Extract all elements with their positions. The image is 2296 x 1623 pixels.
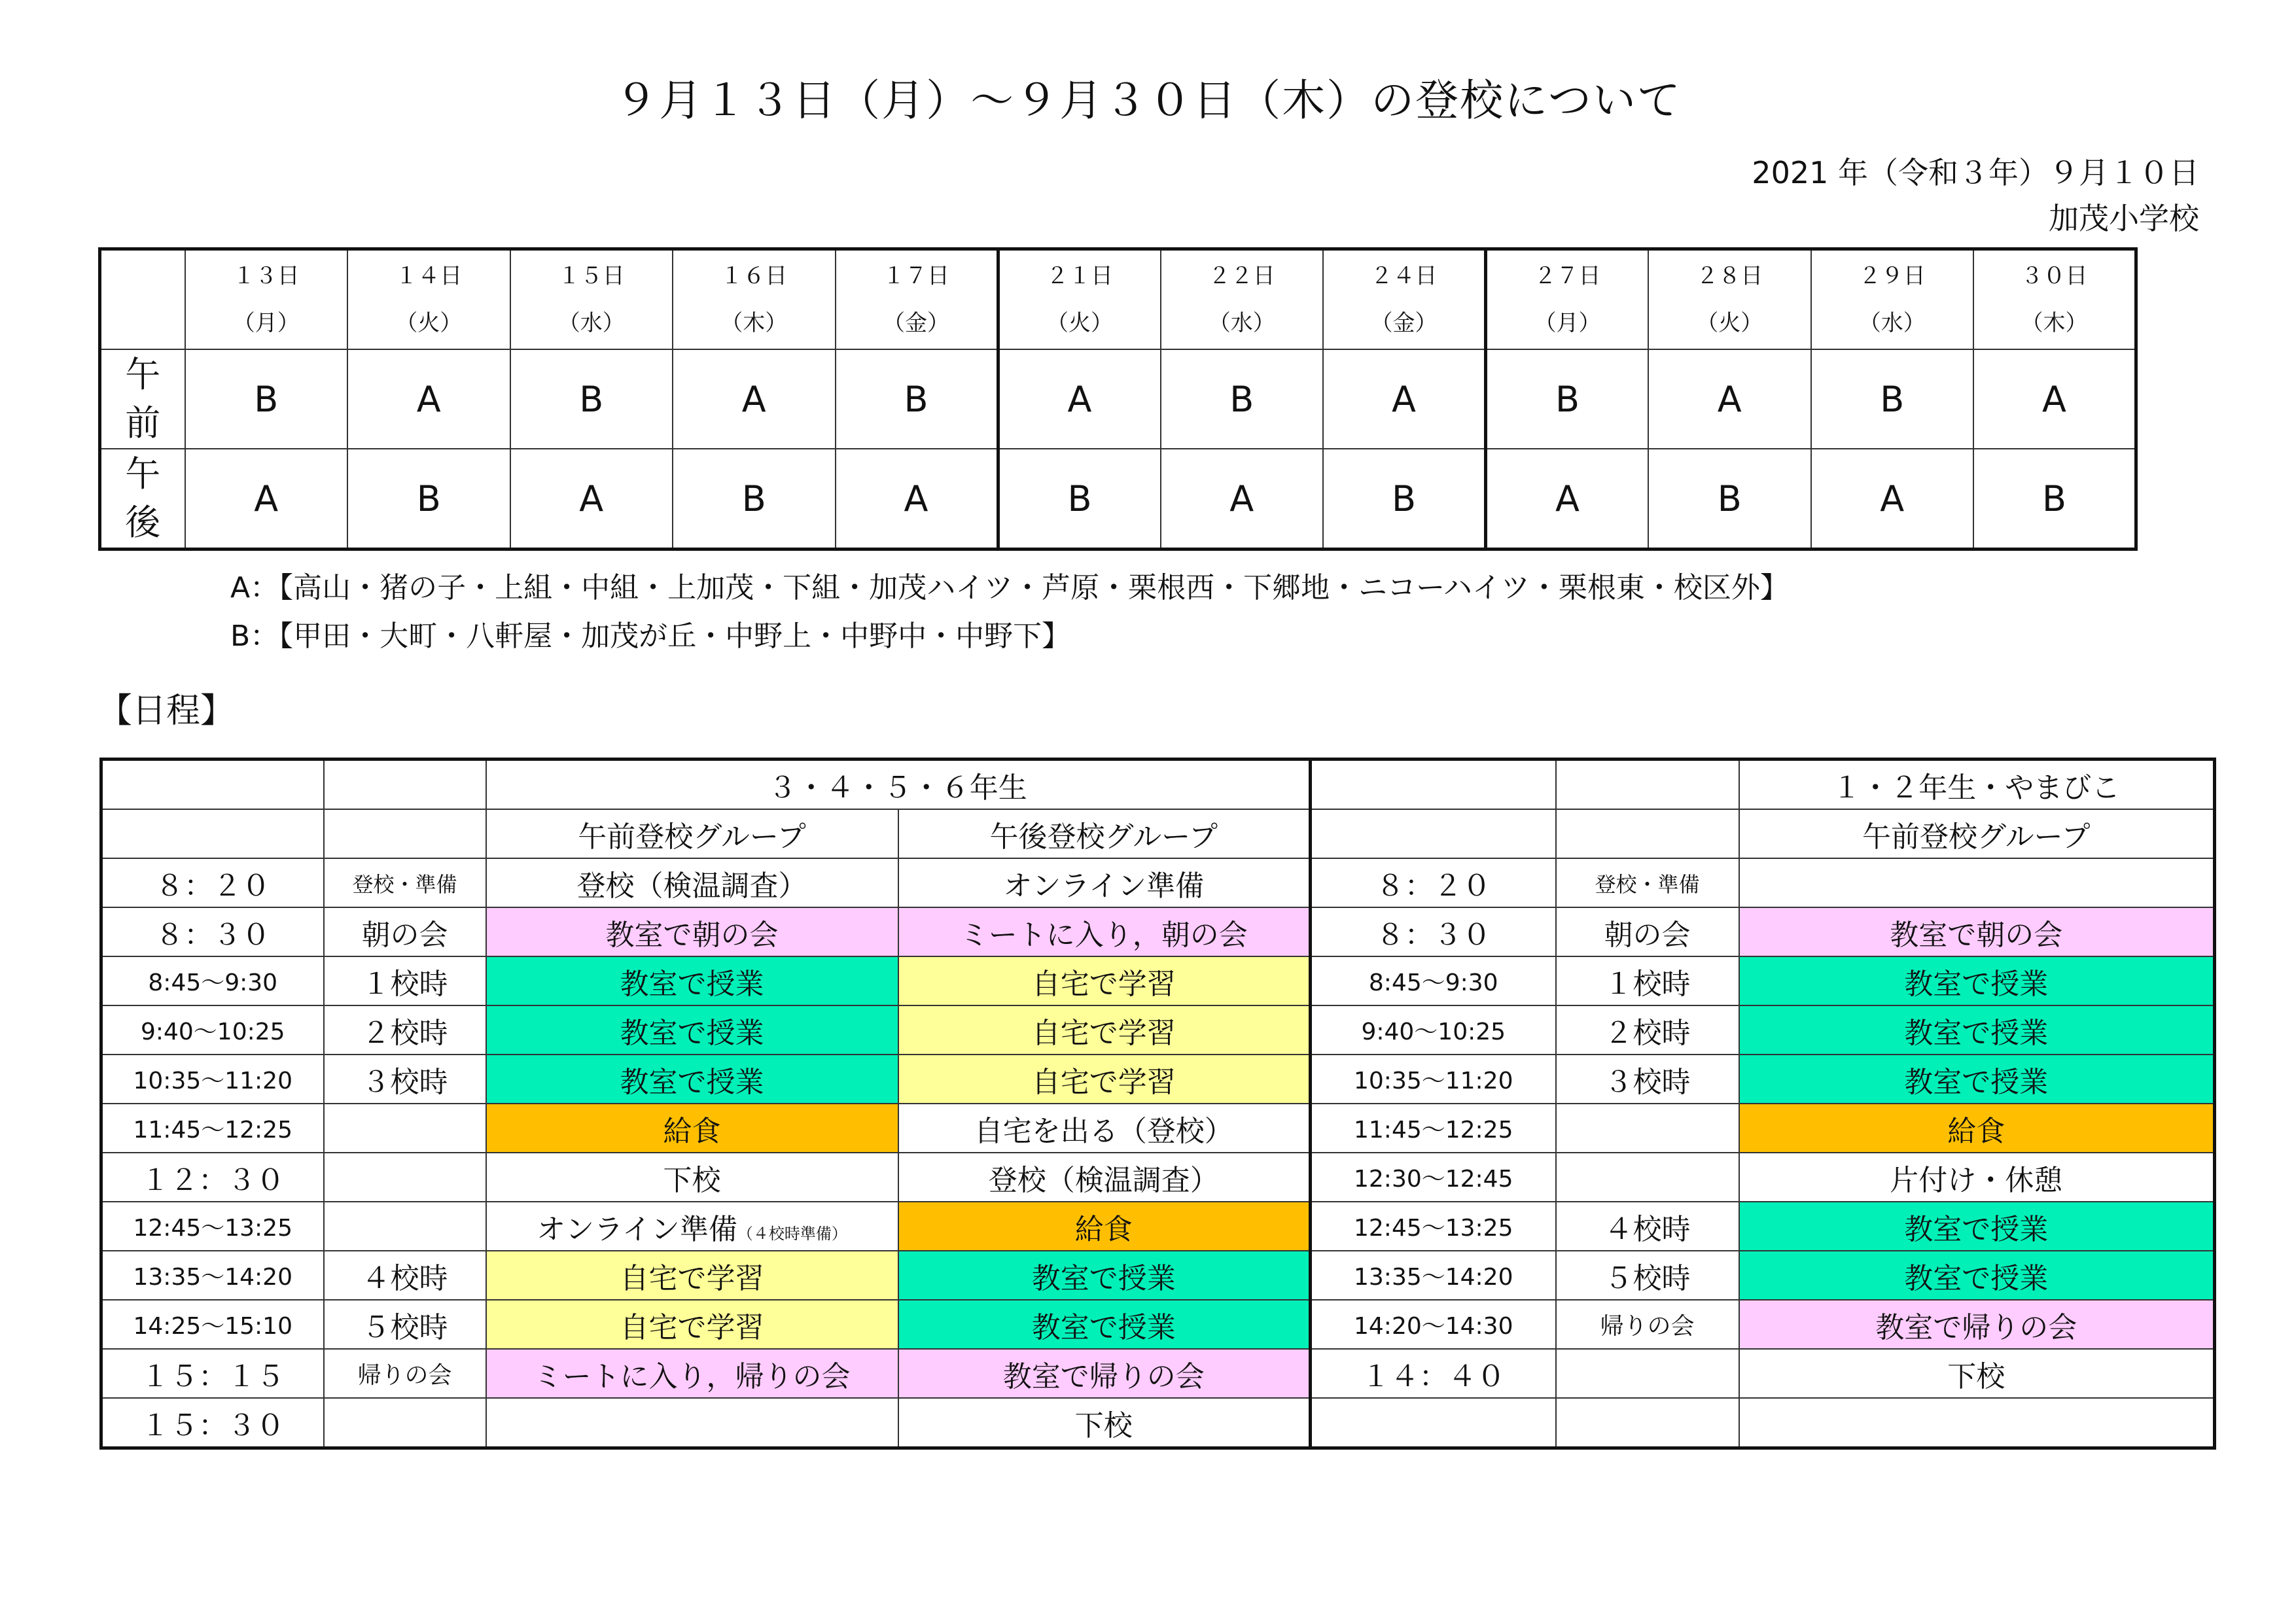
schedule-row bbox=[101, 858, 2215, 907]
time-cell: 11:45～12:25 bbox=[101, 1104, 324, 1153]
time-cell: １２：３０ bbox=[101, 1153, 324, 1202]
schedule-row bbox=[101, 1300, 2215, 1349]
lower-group-cell bbox=[1739, 858, 2215, 907]
schedule-row bbox=[101, 956, 2215, 1005]
am-group-cell: オンライン準備（４校時準備） bbox=[486, 1202, 898, 1251]
group-cell: A bbox=[185, 449, 348, 550]
time-cell: １５：１５ bbox=[101, 1349, 324, 1398]
schedule-row bbox=[101, 1153, 2215, 1202]
period-cell: ５校時 bbox=[1556, 1251, 1739, 1300]
group-cell: B bbox=[347, 449, 510, 550]
group-cell: A bbox=[1161, 449, 1324, 550]
attendance-table bbox=[98, 247, 2138, 551]
schedule-row bbox=[101, 1349, 2215, 1398]
pm-group-cell: 自宅で学習 bbox=[898, 956, 1311, 1005]
period-cell bbox=[1556, 1153, 1739, 1202]
group-cell: A bbox=[1486, 449, 1649, 550]
period-cell bbox=[324, 1104, 486, 1153]
pm-group-cell: 自宅で学習 bbox=[898, 1005, 1311, 1055]
group-cell: A bbox=[836, 449, 998, 550]
time-cell: 12:45～13:25 bbox=[101, 1202, 324, 1251]
period-cell bbox=[324, 1153, 486, 1202]
time-cell: 9:40～10:25 bbox=[101, 1005, 324, 1055]
am-group-cell: 給食 bbox=[486, 1104, 898, 1153]
upper-grades-header: ３・４・５・６年生 bbox=[486, 759, 1311, 810]
lower-group-cell bbox=[1739, 1398, 2215, 1448]
lower-group-cell: 片付け・休憩 bbox=[1739, 1153, 2215, 1202]
time-cell: １５：３０ bbox=[101, 1398, 324, 1448]
lower-group-cell: 教室で授業 bbox=[1739, 956, 2215, 1005]
upper-pm-group-header: 午後登校グループ bbox=[898, 809, 1311, 858]
period-cell: 登校・準備 bbox=[324, 858, 486, 907]
day-header: ２７日 （月） bbox=[1486, 249, 1649, 350]
day-header: ２１日 （火） bbox=[998, 249, 1161, 350]
time-cell: 10:35～11:20 bbox=[1311, 1055, 1556, 1104]
period-cell: ４校時 bbox=[324, 1251, 486, 1300]
am-group-cell: 自宅で学習 bbox=[486, 1251, 898, 1300]
group-cell: A bbox=[1323, 349, 1486, 449]
group-cell: A bbox=[1973, 349, 2136, 449]
attendance-header-row bbox=[100, 249, 2136, 350]
afternoon-label: 午 後 bbox=[100, 449, 185, 550]
pm-group-cell: 登校（検温調査） bbox=[898, 1153, 1311, 1202]
am-group-cell: 教室で朝の会 bbox=[486, 907, 898, 956]
group-cell: B bbox=[185, 349, 348, 449]
am-group-cell bbox=[486, 1398, 898, 1448]
period-cell: １校時 bbox=[1556, 956, 1739, 1005]
period-cell: 帰りの会 bbox=[324, 1349, 486, 1398]
am-group-cell: 下校 bbox=[486, 1153, 898, 1202]
am-group-cell: 自宅で学習 bbox=[486, 1300, 898, 1349]
period-cell bbox=[324, 1398, 486, 1448]
group-cell: B bbox=[673, 449, 836, 550]
day-header: １６日 （木） bbox=[673, 249, 836, 350]
group-cell: B bbox=[1161, 349, 1324, 449]
day-header: ２９日 （水） bbox=[1811, 249, 1974, 350]
period-cell: 朝の会 bbox=[324, 907, 486, 956]
am-group-cell: ミートに入り，帰りの会 bbox=[486, 1349, 898, 1398]
empty-cell bbox=[101, 809, 324, 858]
empty-cell bbox=[1311, 809, 1556, 858]
group-cell: B bbox=[836, 349, 998, 449]
time-cell: 8:45～9:30 bbox=[101, 956, 324, 1005]
school-name: 加茂小学校 bbox=[2049, 201, 2199, 236]
time-cell: ８：３０ bbox=[1311, 907, 1556, 956]
lower-group-cell: 教室で帰りの会 bbox=[1739, 1300, 2215, 1349]
day-header: １７日 （金） bbox=[836, 249, 998, 350]
schedule-row bbox=[101, 1055, 2215, 1104]
time-cell: 9:40～10:25 bbox=[1311, 1005, 1556, 1055]
period-cell bbox=[1556, 1398, 1739, 1448]
period-cell bbox=[1556, 1349, 1739, 1398]
group-cell: B bbox=[1486, 349, 1649, 449]
empty-cell bbox=[1556, 809, 1739, 858]
time-cell: 12:30～12:45 bbox=[1311, 1153, 1556, 1202]
period-cell bbox=[324, 1202, 486, 1251]
period-cell: 登校・準備 bbox=[1556, 858, 1739, 907]
pm-group-cell: 下校 bbox=[898, 1398, 1311, 1448]
page-title: ９月１３日（月）～９月３０日（木）の登校について bbox=[614, 75, 1682, 126]
empty-cell bbox=[324, 759, 486, 810]
upper-am-group-header: 午前登校グループ bbox=[486, 809, 898, 858]
group-cell: B bbox=[1323, 449, 1486, 550]
empty-cell bbox=[324, 809, 486, 858]
pm-group-cell: 教室で授業 bbox=[898, 1300, 1311, 1349]
am-group-note: （４校時準備） bbox=[737, 1224, 847, 1243]
period-cell: 朝の会 bbox=[1556, 907, 1739, 956]
group-cell: B bbox=[510, 349, 673, 449]
period-cell: 帰りの会 bbox=[1556, 1300, 1739, 1349]
am-group-cell: 教室で授業 bbox=[486, 1005, 898, 1055]
time-cell: 14:25～15:10 bbox=[101, 1300, 324, 1349]
empty-cell bbox=[101, 759, 324, 810]
morning-label: 午 前 bbox=[100, 349, 185, 449]
group-cell: A bbox=[673, 349, 836, 449]
time-cell: ８：２０ bbox=[1311, 858, 1556, 907]
schedule-row bbox=[101, 1005, 2215, 1055]
time-cell: ８：２０ bbox=[101, 858, 324, 907]
pm-group-cell: 教室で帰りの会 bbox=[898, 1349, 1311, 1398]
group-cell: A bbox=[998, 349, 1161, 449]
legend-group-a: A：【高山・猪の子・上組・中組・上加茂・下組・加茂ハイツ・芦原・栗根西・下郷地・ニコーハイツ・栗根東・校区外】 bbox=[230, 571, 1789, 604]
schedule-group-row bbox=[101, 809, 2215, 858]
schedule-row bbox=[101, 907, 2215, 956]
period-cell: ３校時 bbox=[1556, 1055, 1739, 1104]
time-cell: 11:45～12:25 bbox=[1311, 1104, 1556, 1153]
time-cell: 13:35～14:20 bbox=[1311, 1251, 1556, 1300]
group-cell: B bbox=[1973, 449, 2136, 550]
group-cell: B bbox=[1648, 449, 1811, 550]
day-header: １４日 （火） bbox=[347, 249, 510, 350]
group-cell: B bbox=[1811, 349, 1974, 449]
time-cell: 10:35～11:20 bbox=[101, 1055, 324, 1104]
schedule-table bbox=[99, 758, 2216, 1450]
schedule-heading: 【日程】 bbox=[98, 691, 235, 731]
schedule-header-row bbox=[101, 759, 2215, 810]
group-cell: A bbox=[347, 349, 510, 449]
group-cell: B bbox=[998, 449, 1161, 550]
legend-group-b: B：【甲田・大町・八軒屋・加茂が丘・中野上・中野中・中野下】 bbox=[230, 620, 1071, 653]
lower-am-group-header: 午前登校グループ bbox=[1739, 809, 2215, 858]
pm-group-cell: オンライン準備 bbox=[898, 858, 1311, 907]
pm-group-cell: 自宅で学習 bbox=[898, 1055, 1311, 1104]
time-cell: ８：３０ bbox=[101, 907, 324, 956]
pm-group-cell: ミートに入り，朝の会 bbox=[898, 907, 1311, 956]
period-cell: ３校時 bbox=[324, 1055, 486, 1104]
lower-group-cell: 教室で授業 bbox=[1739, 1251, 2215, 1300]
lower-grades-header: １・２年生・やまびこ bbox=[1739, 759, 2215, 810]
am-group-cell: 教室で授業 bbox=[486, 1055, 898, 1104]
period-cell: ２校時 bbox=[324, 1005, 486, 1055]
period-cell: ４校時 bbox=[1556, 1202, 1739, 1251]
group-cell: A bbox=[1648, 349, 1811, 449]
period-cell: ５校時 bbox=[324, 1300, 486, 1349]
time-cell: 8:45～9:30 bbox=[1311, 956, 1556, 1005]
pm-group-cell: 教室で授業 bbox=[898, 1251, 1311, 1300]
lower-group-cell: 教室で授業 bbox=[1739, 1055, 2215, 1104]
am-group-cell: 登校（検温調査） bbox=[486, 858, 898, 907]
schedule-row bbox=[101, 1398, 2215, 1448]
day-header: ３０日 （木） bbox=[1973, 249, 2136, 350]
pm-group-cell: 給食 bbox=[898, 1202, 1311, 1251]
afternoon-row bbox=[100, 449, 2136, 550]
period-cell bbox=[1556, 1104, 1739, 1153]
issue-date: 2021 年（令和３年）９月１０日 bbox=[1752, 155, 2199, 190]
lower-group-cell: 教室で朝の会 bbox=[1739, 907, 2215, 956]
period-cell: １校時 bbox=[324, 956, 486, 1005]
lower-group-cell: 教室で授業 bbox=[1739, 1202, 2215, 1251]
time-cell: 12:45～13:25 bbox=[1311, 1202, 1556, 1251]
schedule-row bbox=[101, 1251, 2215, 1300]
period-cell: ２校時 bbox=[1556, 1005, 1739, 1055]
day-header: ２４日 （金） bbox=[1323, 249, 1486, 350]
day-header: ２８日 （火） bbox=[1648, 249, 1811, 350]
lower-group-cell: 給食 bbox=[1739, 1104, 2215, 1153]
time-cell: 14:20～14:30 bbox=[1311, 1300, 1556, 1349]
day-header: １３日 （月） bbox=[185, 249, 348, 350]
morning-row bbox=[100, 349, 2136, 449]
time-cell: 13:35～14:20 bbox=[101, 1251, 324, 1300]
time-cell: １４：４０ bbox=[1311, 1349, 1556, 1398]
empty-cell bbox=[1556, 759, 1739, 810]
pm-group-cell: 自宅を出る（登校） bbox=[898, 1104, 1311, 1153]
group-cell: A bbox=[510, 449, 673, 550]
day-header: ２２日 （水） bbox=[1161, 249, 1324, 350]
empty-cell bbox=[1311, 759, 1556, 810]
lower-group-cell: 教室で授業 bbox=[1739, 1005, 2215, 1055]
am-group-cell: 教室で授業 bbox=[486, 956, 898, 1005]
group-cell: A bbox=[1811, 449, 1974, 550]
day-header: １５日 （水） bbox=[510, 249, 673, 350]
time-cell bbox=[1311, 1398, 1556, 1448]
schedule-row bbox=[101, 1104, 2215, 1153]
schedule-row bbox=[101, 1202, 2215, 1251]
attendance-corner bbox=[100, 249, 185, 350]
lower-group-cell: 下校 bbox=[1739, 1349, 2215, 1398]
